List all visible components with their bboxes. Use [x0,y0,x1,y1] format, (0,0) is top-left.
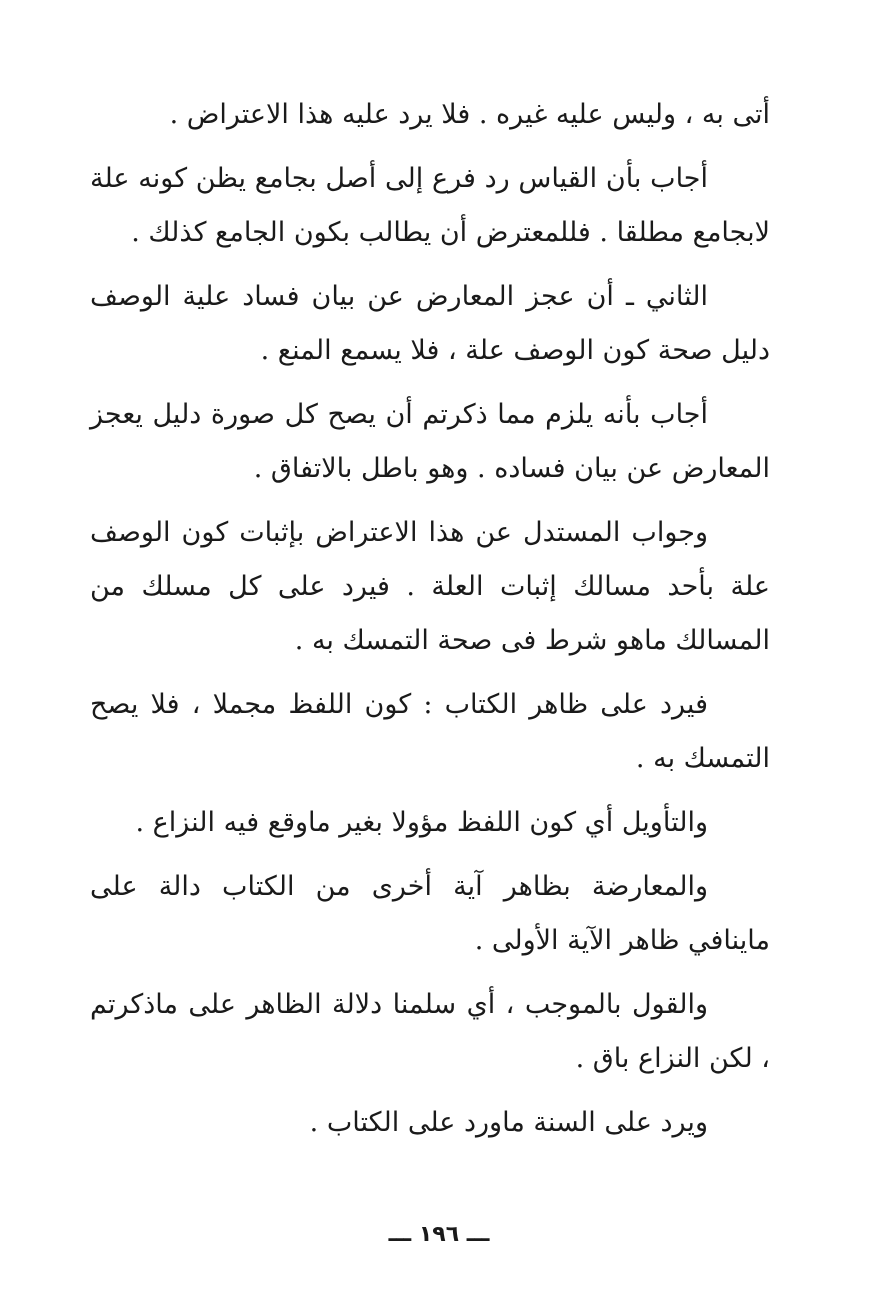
paragraph-1: أتى به ، وليس عليه غيره . فلا يرد عليه هذا الاعتراض . [169,99,770,130]
paragraph-10: ويرد على السنة ماورد على الكتاب . [309,1107,708,1138]
paragraph-8: والمعارضة بظاهر آية أخرى من الكتاب دالة على ماينافي ظاهر الآية الأولى . [90,871,770,956]
page-number: ـــ ١٩٦ ـــ [388,1222,490,1247]
paragraph-6: فيرد على ظاهر الكتاب : كون اللفظ مجملا ، فلا يصح التمسك به . [90,689,770,774]
paragraph-5: وجواب المستدل عن هذا الاعتراض بإثبات كون الوصف علة بأحد مسالك إثبات العلة . فيرد على كل مسلك من المسالك ماهو شرط فى صحة التمسك به . [90,517,770,656]
paragraph-9: والقول بالموجب ، أي سلمنا دلالة الظاهر على ماذكرتم ، لكن النزاع باق . [90,989,770,1074]
paragraph-2: أجاب بأن القياس رد فرع إلى أصل بجامع يظن كونه علة لابجامع مطلقا . فللمعترض أن يطالب بكون الجامع كذلك . [90,163,770,248]
paragraph-3: الثاني ـ أن عجز المعارض عن بيان فساد علية الوصف دليل صحة كون الوصف علة ، فلا يسمع المنع . [90,281,770,366]
body-text [90,88,770,1160]
paragraph-7: والتأويل أي كون اللفظ مؤولا بغير ماوقع فيه النزاع . [135,807,708,838]
paragraph-4: أجاب بأنه يلزم مما ذكرتم أن يصح كل صورة دليل يعجز المعارض عن بيان فساده . وهو باطل بالاتفاق . [90,399,770,484]
